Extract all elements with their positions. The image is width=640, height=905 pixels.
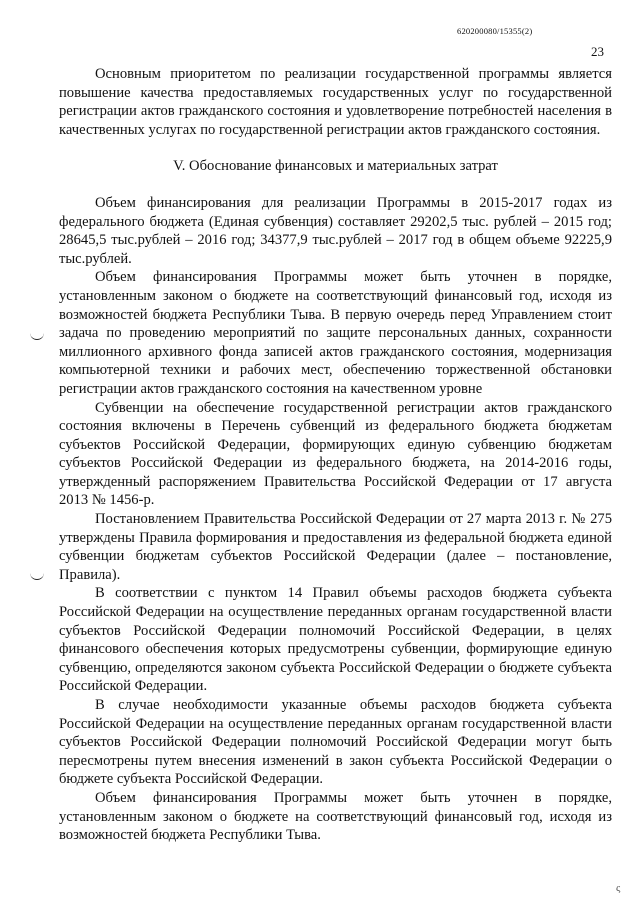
paragraph-rules-item-14: В соответствии с пунктом 14 Правил объемы расходов бюджета субъекта Российской Федерации на осуществление переданных органам государственной власти субъектов Российской Федерации полномочий Российской Федерации, в целях финансового обеспечения которых предусмотрены субвенции, формирующие единую субвенцию, определяются законом субъекта Российской Федерации о бюджете субъекта Российской Федерации. bbox=[59, 585, 612, 695]
page-number: 23 bbox=[591, 44, 604, 59]
paragraph-government-decree: Постановлением Правительства Российской Федерации от 27 марта 2013 г. № 275 утверждены Правила формирования и предоставления из федеральной бюджета единой субвенции бюджетам субъектов Российской Федерации (далее – постановление, Правила). bbox=[59, 511, 612, 583]
section-heading: V. Обоснование финансовых и материальных затрат bbox=[173, 158, 498, 175]
document-id: 620200080/15355(2) bbox=[457, 26, 533, 36]
document-body bbox=[59, 65, 612, 845]
paragraph-revision: В случае необходимости указанные объемы расходов бюджета субъекта Российской Федерации на осуществление переданных органам государственной власти субъектов Российской Федерации полномочий Российской Федерации могут быть пересмотрены путем внесения изменений в закон субъекта Российской Федерации о бюджете субъекта Российской Федерации. bbox=[59, 697, 612, 788]
paragraph-financing-volume: Объем финансирования для реализации Программы в 2015-2017 годах из федерального бюджета (Единая субвенция) составляет 29202,5 тыс. рублей – 2015 год; 28645,5 тыс.рублей – 2016 год; 34377,9 тыс.рублей – 2017 год в общем объеме 92225,9 тыс.рублей. bbox=[59, 194, 612, 267]
intro-paragraph: Основным приоритетом по реализации государственной программы является повышение качества предоставляемых государственных услуг по государственной регистрации актов гражданского состояния и удовлетворение потребностей населения в качественных услугах по государственной регистрации актов гражданского состояния. bbox=[59, 66, 612, 138]
paragraph-financing-adjustment: Объем финансирования Программы может быть уточнен в порядке, установленным законом о бюджете на соответствующий финансовый год, исходя из возможностей бюджета Республики Тыва. В первую очередь перед Управлением стоит задача по проведению мероприятий по защите персональных данных, сохранности миллионного архивного фонда записей актов гражданского состояния, модернизация компьютерной техники и рабочих мест, обеспечению торжественной обстановки регистрации актов гражданского состояния на качественном уровне bbox=[59, 269, 612, 397]
margin-pen-mark bbox=[30, 333, 44, 340]
paragraph-financing-closing: Объем финансирования Программы может быть уточнен в порядке, установленным законом о бюджете на соответствующий финансовый год, исходя из возможностей бюджета Республики Тыва. bbox=[59, 789, 612, 844]
paragraph-subventions-list: Субвенции на обеспечение государственной регистрации актов гражданского состояния включены в Перечень субвенций из федерального бюджета бюджетам субъектов Российской Федерации, формирующих единую субвенцию бюджетам субъектов Российской Федерации из федерального бюджета, на 2014-2016 годы, утвержденный распоряжением Правительства Российской Федерации от 17 августа 2013 № 1456-р. bbox=[59, 399, 612, 509]
margin-pen-mark bbox=[30, 573, 44, 580]
corner-scribble-mark: ς bbox=[616, 882, 621, 894]
